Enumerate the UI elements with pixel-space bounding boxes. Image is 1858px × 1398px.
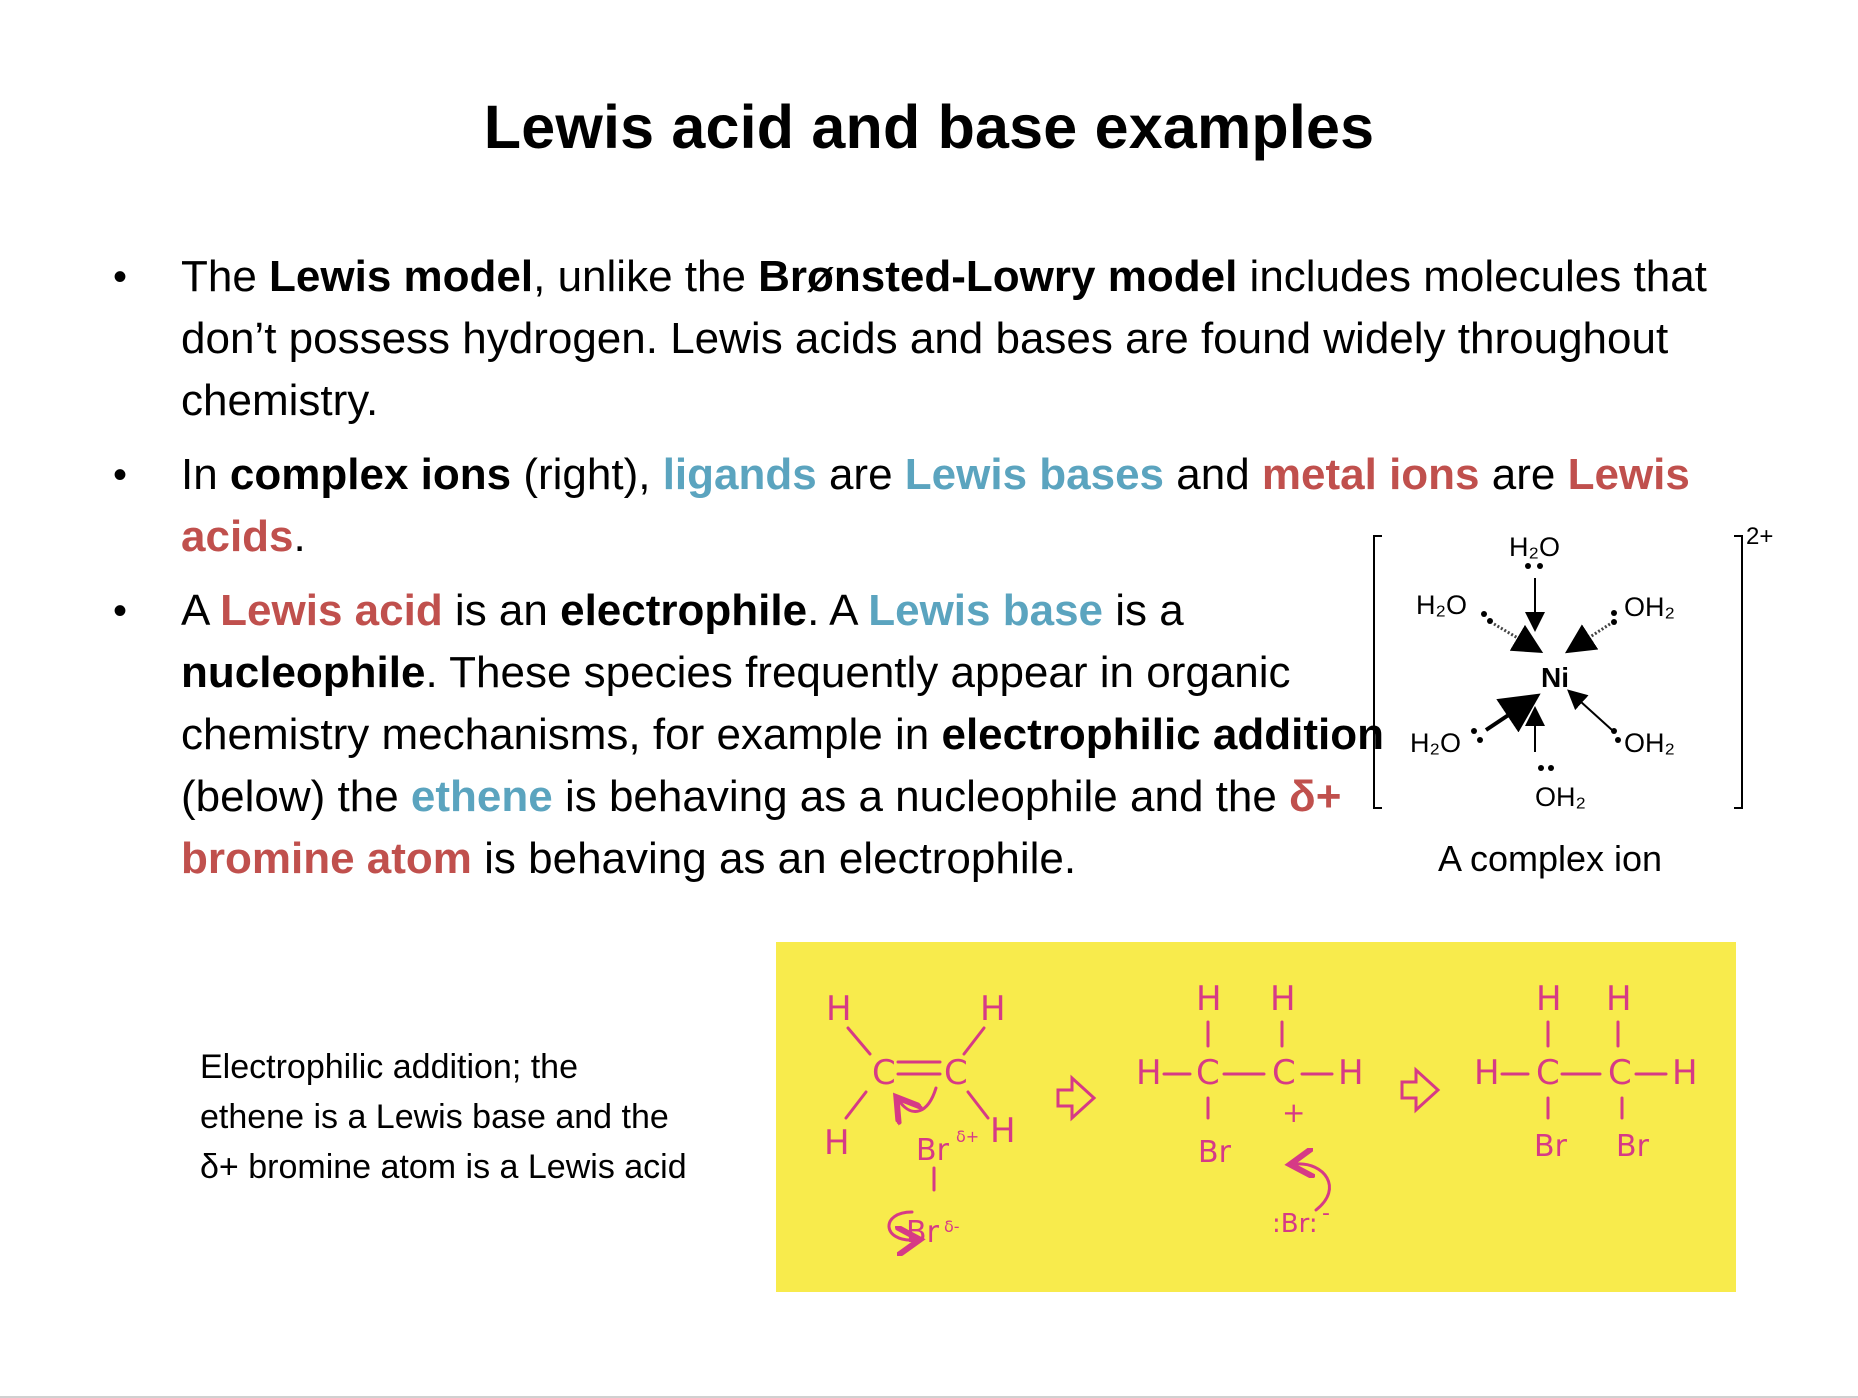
bullet-item bbox=[95, 246, 1745, 432]
atom-br: Br bbox=[916, 1133, 949, 1168]
term-delta-plus-bromine: δ+ bromine atom bbox=[181, 772, 1342, 883]
atom-br: Br bbox=[1616, 1129, 1649, 1164]
bromide-ion: :Br: bbox=[1272, 1209, 1318, 1239]
bond-arrow-upper-right bbox=[1570, 624, 1610, 650]
atom-h: H bbox=[1270, 979, 1296, 1019]
bond-arrow-upper-left bbox=[1494, 624, 1538, 650]
atom-h: H bbox=[1196, 979, 1222, 1019]
atom-h: H bbox=[1474, 1053, 1500, 1093]
atom-h: H bbox=[1536, 979, 1562, 1019]
minus-charge: - bbox=[1322, 1201, 1330, 1226]
reaction-arrow bbox=[1058, 1078, 1094, 1118]
term-lewis-base: Lewis base bbox=[868, 586, 1104, 635]
text: is behaving as an electrophile. bbox=[471, 834, 1077, 883]
text: is an bbox=[442, 586, 561, 635]
term-electrophilic-addition: electrophilic addition bbox=[941, 710, 1384, 759]
bullet-dot: • bbox=[113, 589, 128, 633]
term-lewis-acid: Lewis acid bbox=[220, 586, 443, 635]
caption-line: ethene is a Lewis base and the bbox=[200, 1098, 669, 1136]
text: The bbox=[181, 252, 270, 301]
atom-h: H bbox=[1606, 979, 1632, 1019]
term-electrophile: electrophile bbox=[560, 586, 808, 635]
metal-label: Ni bbox=[1541, 662, 1569, 693]
text: and bbox=[1164, 450, 1262, 499]
text: . These species frequently appear in organic chemistry mechanisms, for example in bbox=[181, 648, 1291, 759]
mechanism-caption bbox=[200, 1042, 760, 1192]
atom-c: C bbox=[1196, 1053, 1220, 1093]
atom-h: H bbox=[990, 1111, 1016, 1151]
bullet-item bbox=[95, 580, 1443, 890]
text: is a bbox=[1103, 586, 1184, 635]
ligand-top: H₂O bbox=[1509, 532, 1560, 562]
bond-arrow-lower-right bbox=[1570, 692, 1612, 730]
atom-c: C bbox=[944, 1053, 968, 1093]
charge-label: 2+ bbox=[1746, 523, 1774, 550]
atom-c: C bbox=[1536, 1053, 1560, 1093]
text: (below) the bbox=[181, 772, 411, 821]
term-metal-ions: metal ions bbox=[1261, 450, 1480, 499]
ligand-upper-left: H₂O bbox=[1416, 590, 1467, 620]
term-ethene: ethene bbox=[410, 772, 553, 821]
slide-title: Lewis acid and base examples bbox=[483, 93, 1375, 161]
mechanism-sticky-note bbox=[776, 942, 1736, 1292]
delta-plus: δ+ bbox=[956, 1127, 980, 1146]
term-lewis-model: Lewis model bbox=[269, 252, 534, 301]
plus-charge: + bbox=[1282, 1096, 1306, 1129]
term-complex-ions: complex ions bbox=[229, 450, 512, 499]
complex-ion-caption: A complex ion bbox=[1437, 838, 1663, 879]
atom-c: C bbox=[872, 1053, 896, 1093]
delta-minus: δ- bbox=[944, 1217, 960, 1236]
atom-h: H bbox=[824, 1123, 850, 1163]
atom-br: Br bbox=[1534, 1129, 1567, 1164]
term-ligands: ligands bbox=[662, 450, 817, 499]
text: . bbox=[293, 512, 306, 561]
ligand-lower-right: OH₂ bbox=[1624, 728, 1675, 758]
ligand-bottom: OH₂ bbox=[1535, 782, 1586, 812]
bond-arrow-lower-left bbox=[1486, 698, 1534, 730]
reaction-arrow bbox=[1402, 1070, 1438, 1110]
caption-line: δ+ bromine atom is a Lewis acid bbox=[200, 1148, 687, 1186]
atom-h: H bbox=[980, 989, 1006, 1029]
atom-h: H bbox=[826, 989, 852, 1029]
term-lewis-bases: Lewis bases bbox=[904, 450, 1165, 499]
atom-br: Br bbox=[1198, 1135, 1231, 1170]
atom-br: Br bbox=[906, 1215, 939, 1250]
text: is behaving as a nucleophile and the bbox=[552, 772, 1290, 821]
caption-line: Electrophilic addition; the bbox=[200, 1048, 579, 1086]
bullet-dot: • bbox=[113, 255, 128, 299]
text: includes molecules that don’t possess hydrogen. Lewis acids and bases are found widely throughout chemistry. bbox=[181, 252, 1707, 425]
text: A bbox=[181, 586, 221, 635]
term-lewis-acids: Lewis acids bbox=[181, 450, 1690, 561]
term-nucleophile: nucleophile bbox=[181, 648, 426, 697]
atom-c: C bbox=[1608, 1053, 1632, 1093]
text: are bbox=[1479, 450, 1568, 499]
atom-h: H bbox=[1136, 1053, 1162, 1093]
complex-ion-diagram bbox=[1370, 520, 1790, 820]
text: are bbox=[816, 450, 905, 499]
text: (right), bbox=[511, 450, 663, 499]
right-bracket bbox=[1734, 536, 1742, 808]
atom-h: H bbox=[1338, 1053, 1364, 1093]
text: In bbox=[181, 450, 230, 499]
ligand-upper-right: OH₂ bbox=[1624, 592, 1675, 622]
term-bronsted-lowry-model: Brønsted-Lowry model bbox=[758, 252, 1238, 301]
atom-c: C bbox=[1272, 1053, 1296, 1093]
bullet-dot: • bbox=[113, 453, 128, 497]
ligand-lower-left: H₂O bbox=[1410, 728, 1461, 758]
left-bracket bbox=[1374, 536, 1382, 808]
text: , unlike the bbox=[533, 252, 759, 301]
mechanism-drawing bbox=[776, 942, 1736, 1292]
atom-h: H bbox=[1672, 1053, 1698, 1093]
text: . A bbox=[807, 586, 869, 635]
